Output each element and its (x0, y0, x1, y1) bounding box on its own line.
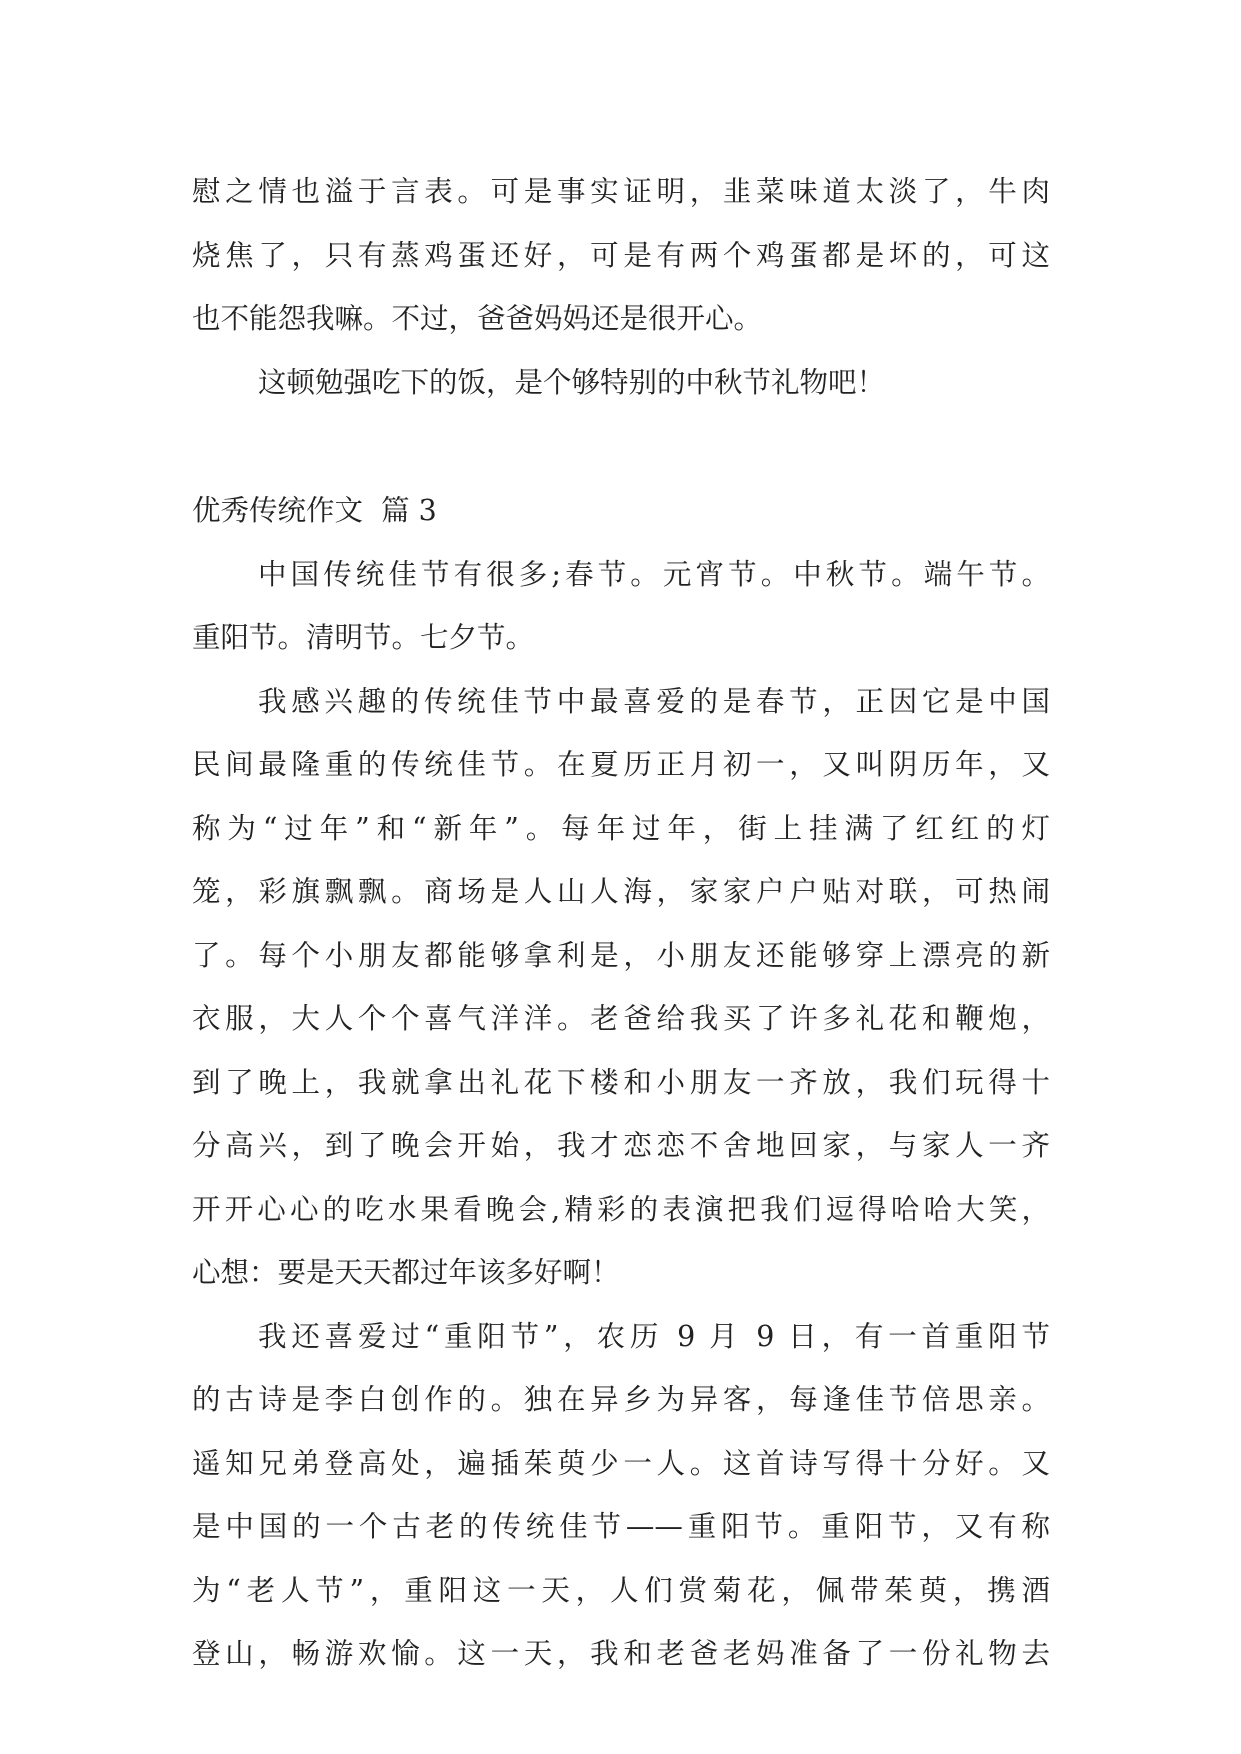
text-line: 了。每个小朋友都能够拿利是，小朋友还能够穿上漂亮的新 (192, 938, 1050, 972)
text-line: 重阳节。清明节。七夕节。 (192, 621, 535, 654)
text-line: 心想：要是天天都过年该多好啊！ (192, 1256, 620, 1289)
paragraph-spring-festival (192, 670, 1050, 1305)
paragraph-festivals-list (192, 543, 1050, 670)
text-line: 这顿勉强吃下的饭，是个够特别的中秋节礼物吧！ (258, 365, 886, 399)
paragraph-double-ninth-festival (192, 1305, 1050, 1686)
text-line: 分高兴，到了晚会开始，我才恋恋不舍地回家，与家人一齐 (192, 1129, 1050, 1162)
text-line: 我感兴趣的传统佳节中最喜爱的是春节，正因它是中国 (258, 684, 1050, 718)
text-line: 衣服，大人个个喜气洋洋。老爸给我买了许多礼花和鞭炮， (192, 1002, 1050, 1035)
section-title (192, 479, 1050, 543)
continuation-paragraph (192, 160, 1050, 351)
text-line: 为“老人节”，重阳这一天，人们赏菊花，佩带茱萸，携酒 (192, 1573, 1050, 1607)
text-line: 的古诗是李白创作的。独在异乡为异客，每逢佳节倍思亲。 (192, 1383, 1050, 1416)
text-line: 我还喜爱过“重阳节”，农历 9 月 9 日，有一首重阳节 (258, 1319, 1050, 1353)
text-line: 是中国的一个古老的传统佳节——重阳节。重阳节，又有称 (192, 1510, 1050, 1543)
text-line: 烧焦了，只有蒸鸡蛋还好，可是有两个鸡蛋都是坏的，可这 (192, 238, 1050, 272)
closing-paragraph (192, 351, 1050, 415)
text-line: 也不能怨我嘛。不过，爸爸妈妈还是很开心。 (192, 302, 763, 335)
text-line: 笼，彩旗飘飘。商场是人山人海，家家户户贴对联，可热闹 (192, 875, 1050, 908)
text-line: 登山，畅游欢愉。这一天，我和老爸老妈准备了一份礼物去 (192, 1637, 1050, 1670)
text-line: 遥知兄弟登高处，遍插茱萸少一人。这首诗写得十分好。又 (192, 1446, 1050, 1480)
document-page (192, 160, 1050, 1686)
text-line: 称为“过年”和“新年”。每年过年，街上挂满了红红的灯 (192, 811, 1050, 845)
text-line: 到了晚上，我就拿出礼花下楼和小朋友一齐放，我们玩得十 (192, 1065, 1050, 1099)
section-title-text: 优秀传统作文 篇 3 (192, 494, 437, 527)
text-line: 开开心心的吃水果看晚会,精彩的表演把我们逗得哈哈大笑， (192, 1192, 1050, 1226)
text-line: 中国传统佳节有很多;春节。元宵节。中秋节。端午节。 (258, 557, 1050, 591)
text-line: 慰之情也溢于言表。可是事实证明，韭菜味道太淡了，牛肉 (192, 175, 1050, 208)
text-line: 民间最隆重的传统佳节。在夏历正月初一，又叫阴历年，又 (192, 748, 1050, 781)
